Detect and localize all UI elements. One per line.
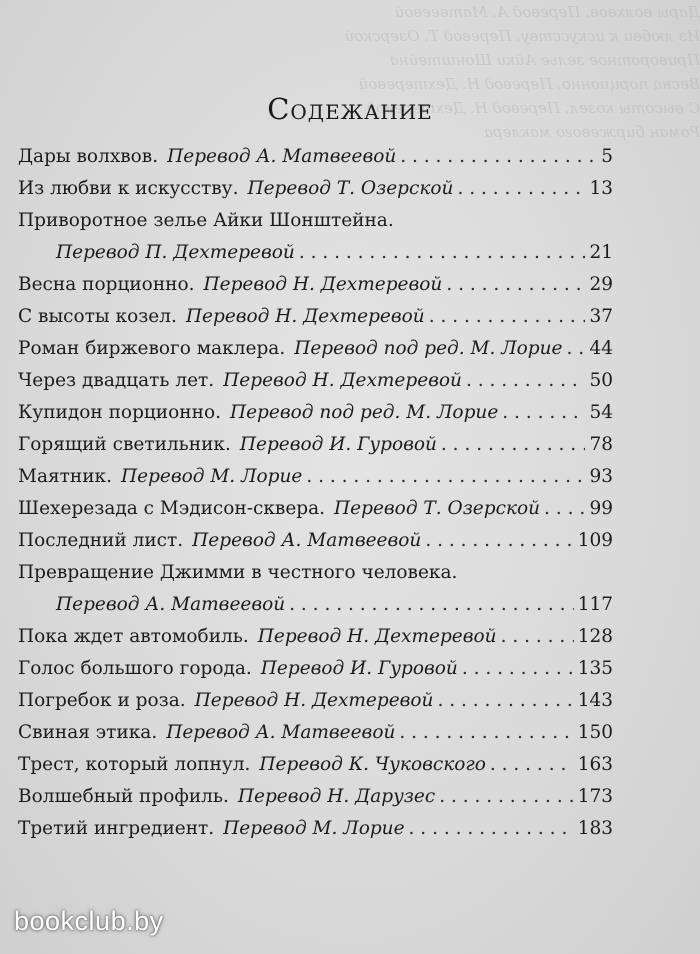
entry-page: 135 bbox=[577, 658, 613, 679]
entry-title: Приворотное зелье Айки Шонштейна. bbox=[18, 210, 394, 231]
entry-title: С высоты козел. bbox=[18, 306, 177, 327]
entry-title: Волшебный профиль. bbox=[18, 786, 229, 807]
entry-page: 150 bbox=[577, 722, 613, 743]
entry-translator: Перевод Н. Дехтеревой bbox=[194, 690, 434, 711]
toc-entry bbox=[18, 141, 613, 173]
entry-page: 54 bbox=[589, 402, 613, 423]
toc-entry bbox=[18, 685, 613, 717]
toc-entry-heading bbox=[18, 557, 613, 589]
entry-title: Трест, который лопнул. bbox=[18, 754, 251, 775]
dot-leader bbox=[462, 653, 574, 685]
entry-page: 173 bbox=[577, 786, 613, 807]
entry-page: 13 bbox=[589, 178, 613, 199]
entry-page: 37 bbox=[589, 306, 613, 327]
dot-leader bbox=[466, 365, 585, 397]
entry-translator: Перевод Н. Дехтеревой bbox=[223, 370, 462, 391]
toc-entry bbox=[18, 589, 613, 621]
toc-entry bbox=[18, 749, 613, 781]
dot-leader bbox=[400, 141, 597, 173]
entry-page: 93 bbox=[589, 466, 613, 487]
toc-entry bbox=[18, 461, 613, 493]
dot-leader bbox=[457, 173, 585, 205]
entry-translator: Перевод М. Лорие bbox=[120, 466, 303, 487]
entry-page: 117 bbox=[577, 594, 613, 615]
entry-page: 44 bbox=[589, 338, 613, 359]
toc-entry bbox=[18, 429, 613, 461]
entry-page: 163 bbox=[577, 754, 613, 775]
entry-title: Дары волхвов. bbox=[18, 146, 159, 167]
entry-translator: Перевод Н. Дарузес bbox=[237, 786, 436, 807]
dot-leader bbox=[429, 301, 586, 333]
entry-translator: Перевод А. Матвеевой bbox=[167, 146, 397, 167]
entry-translator: Перевод под ред. М. Лорие bbox=[229, 402, 499, 423]
dot-leader bbox=[399, 717, 573, 749]
toc-entry bbox=[18, 301, 613, 333]
entry-translator: Перевод А. Матвеевой bbox=[56, 594, 286, 615]
entry-translator: Перевод П. Дехтеревой bbox=[56, 242, 295, 263]
toc-entry bbox=[18, 237, 613, 269]
page-title: Содежание bbox=[267, 92, 433, 126]
dot-leader bbox=[446, 269, 585, 301]
entry-translator: Перевод И. Гуровой bbox=[260, 658, 458, 679]
toc-entry bbox=[18, 493, 613, 525]
entry-translator: Перевод И. Гуровой bbox=[239, 434, 437, 455]
toc-entry bbox=[18, 717, 613, 749]
entry-translator: Перевод Н. Дехтеревой bbox=[257, 626, 497, 647]
entry-translator: Перевод Т. Озерской bbox=[334, 498, 541, 519]
entry-page: 99 bbox=[589, 498, 613, 519]
table-of-contents bbox=[18, 141, 613, 845]
entry-title: Шехерезада с Мэдисон-сквера. bbox=[18, 498, 326, 519]
entry-title: Горящий светильник. bbox=[18, 434, 231, 455]
entry-page: 109 bbox=[577, 530, 613, 551]
entry-translator: Перевод Т. Озерской bbox=[247, 178, 454, 199]
entry-title: Пока ждет автомобиль. bbox=[18, 626, 249, 647]
toc-entry bbox=[18, 621, 613, 653]
dot-leader bbox=[441, 429, 586, 461]
entry-page: 128 bbox=[577, 626, 613, 647]
toc-entry bbox=[18, 525, 613, 557]
dot-leader bbox=[439, 781, 573, 813]
toc-entry bbox=[18, 653, 613, 685]
entry-title: Через двадцать лет. bbox=[18, 370, 215, 391]
dot-leader bbox=[289, 589, 574, 621]
dot-leader bbox=[299, 237, 586, 269]
entry-title: Роман биржевого маклера. bbox=[18, 338, 286, 359]
dot-leader bbox=[490, 749, 574, 781]
entry-title: Третий ингредиент. bbox=[18, 818, 215, 839]
dot-leader bbox=[501, 621, 574, 653]
entry-translator: Перевод Н. Дехтеревой bbox=[185, 306, 425, 327]
dot-leader bbox=[567, 333, 586, 365]
toc-entry-heading bbox=[18, 205, 613, 237]
entry-page: 143 bbox=[577, 690, 613, 711]
entry-title: Маятник. bbox=[18, 466, 112, 487]
entry-title: Весна порционно. bbox=[18, 274, 195, 295]
entry-translator: Перевод А. Матвеевой bbox=[192, 530, 422, 551]
entry-translator: Перевод М. Лорие bbox=[223, 818, 405, 839]
entry-title: Купидон порционно. bbox=[18, 402, 221, 423]
dot-leader bbox=[306, 461, 585, 493]
entry-title: Последний лист. bbox=[18, 530, 184, 551]
entry-title: Погребок и роза. bbox=[18, 690, 186, 711]
toc-entry bbox=[18, 813, 613, 845]
watermark-logo: bookclub.by bbox=[14, 906, 164, 936]
entry-translator: Перевод А. Матвеевой bbox=[166, 722, 396, 743]
entry-title: Из любви к искусству. bbox=[18, 178, 239, 199]
entry-title: Превращение Джимми в честного человека. bbox=[18, 562, 458, 583]
entry-page: 5 bbox=[601, 146, 613, 167]
toc-entry bbox=[18, 333, 613, 365]
entry-page: 29 bbox=[589, 274, 613, 295]
entry-title: Голос большого города. bbox=[18, 658, 252, 679]
dot-leader bbox=[425, 525, 573, 557]
toc-entry bbox=[18, 365, 613, 397]
entry-page: 78 bbox=[589, 434, 613, 455]
toc-entry bbox=[18, 173, 613, 205]
toc-entry bbox=[18, 781, 613, 813]
entry-translator: Перевод Н. Дехтеревой bbox=[203, 274, 443, 295]
dot-leader bbox=[409, 813, 574, 845]
toc-entry bbox=[18, 269, 613, 301]
toc-entry bbox=[18, 397, 613, 429]
entry-translator: Перевод К. Чуковского bbox=[259, 754, 486, 775]
entry-title: Свиная этика. bbox=[18, 722, 158, 743]
dot-leader bbox=[544, 493, 585, 525]
dot-leader bbox=[502, 397, 585, 429]
dot-leader bbox=[437, 685, 573, 717]
entry-page: 183 bbox=[577, 818, 613, 839]
bleed-through-text: Дары волхвов. Перевод А. Матвеевой Из любви к искусству. Перевод Т. Озерской Приворотное зелье Айки Шонштейна Весна порционно. Перевод Н. Дехтеревой С высоты козел. Перевод Н. Дехтеревой Роман биржевого маклера bbox=[344, 3, 700, 141]
entry-page: 50 bbox=[589, 370, 613, 391]
entry-translator: Перевод под ред. М. Лорие bbox=[294, 338, 563, 359]
entry-page: 21 bbox=[589, 242, 613, 263]
